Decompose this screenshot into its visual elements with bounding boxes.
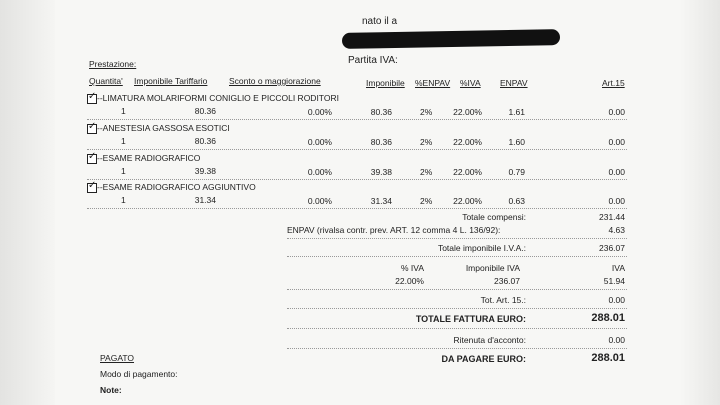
- totale-fattura-label: TOTALE FATTURA EURO:: [415, 314, 526, 324]
- row-divider: [87, 119, 627, 120]
- item-enpav-pct: 2%: [420, 137, 433, 147]
- da-pagare-label: DA PAGARE EURO:: [441, 354, 526, 364]
- item-checkbox[interactable]: [87, 183, 97, 193]
- totale-compensi-label: Totale compensi:: [462, 212, 526, 222]
- totals-divider: [287, 328, 627, 329]
- totals-divider: [287, 289, 627, 290]
- item-name: --LIMATURA MOLARIFORMI CONIGLIO E PICCOLI RODITORI: [97, 93, 339, 103]
- col-perc-iva: %IVA: [460, 78, 481, 88]
- col-enpav: ENPAV: [500, 78, 528, 88]
- pagato-label: PAGATO: [100, 353, 135, 363]
- item-sconto: 0.00%: [307, 167, 332, 177]
- totale-imponibile-label: Totale imponibile I.V.A.:: [437, 243, 526, 253]
- item-art15: 0.00: [608, 167, 625, 177]
- col-sconto: Sconto o maggiorazione: [229, 76, 321, 86]
- item-iva-pct: 22.00%: [453, 167, 482, 177]
- item-checkbox[interactable]: [87, 154, 97, 164]
- item-tariff: 39.38: [194, 166, 216, 176]
- item-sconto: 0.00%: [307, 196, 332, 206]
- totale-fattura-value: 288.01: [591, 312, 625, 324]
- item-imponibile: 31.34: [370, 196, 392, 206]
- tot-art15-value: 0.00: [608, 295, 625, 305]
- item-qty: 1: [121, 166, 126, 176]
- iva-pct-header: % IVA: [401, 263, 424, 273]
- item-qty: 1: [121, 106, 126, 116]
- item-checkbox[interactable]: [87, 94, 97, 104]
- item-enpav-pct: 2%: [420, 167, 433, 177]
- col-quantita: Quantita': [89, 76, 123, 86]
- item-enpav-pct: 2%: [420, 107, 433, 117]
- item-tariff: 80.36: [194, 136, 216, 146]
- item-qty: 1: [121, 195, 126, 205]
- prestazione-label: Prestazione:: [89, 59, 137, 69]
- item-art15: 0.00: [608, 137, 625, 147]
- enpav-rivalsa-value: 4.63: [608, 225, 625, 235]
- page-shadow-right: [680, 0, 720, 405]
- item-enpav: 0.63: [508, 196, 525, 206]
- item-sconto: 0.00%: [307, 107, 332, 117]
- da-pagare-value: 288.01: [591, 352, 625, 364]
- item-enpav: 1.61: [508, 107, 525, 117]
- totale-imponibile-value: 236.07: [599, 243, 625, 253]
- totals-divider: [287, 238, 627, 239]
- col-art15: Art.15: [602, 78, 625, 88]
- col-imponibile-tariffario: Imponibile Tariffario: [134, 76, 208, 86]
- item-sconto: 0.00%: [307, 137, 332, 147]
- item-imponibile: 80.36: [370, 107, 392, 117]
- iva-pct-value: 22.00%: [395, 276, 424, 286]
- iva-value: 51.94: [603, 276, 625, 286]
- item-name: --ESAME RADIOGRAFICO: [97, 153, 201, 163]
- item-checkbox[interactable]: [87, 124, 97, 134]
- item-enpav: 0.79: [508, 167, 525, 177]
- row-divider: [87, 149, 627, 150]
- item-iva-pct: 22.00%: [453, 137, 482, 147]
- item-imponibile: 39.38: [370, 167, 392, 177]
- iva-header: IVA: [611, 263, 625, 273]
- item-tariff: 80.36: [194, 106, 216, 116]
- item-imponibile: 80.36: [370, 137, 392, 147]
- item-enpav-pct: 2%: [420, 196, 433, 206]
- item-name: --ANESTESIA GASSOSA ESOTICI: [97, 123, 230, 133]
- item-name: --ESAME RADIOGRAFICO AGGIUNTIVO: [97, 182, 256, 192]
- nato-il-label: nato il a: [362, 16, 398, 27]
- totale-compensi-value: 231.44: [599, 212, 625, 222]
- enpav-rivalsa-label: ENPAV (rivalsa contr. prev. ART. 12 comma 4 L. 136/92):: [287, 225, 501, 235]
- item-art15: 0.00: [608, 196, 625, 206]
- row-divider: [87, 179, 627, 180]
- note-label: Note:: [100, 385, 122, 395]
- item-qty: 1: [121, 136, 126, 146]
- col-imponibile: Imponibile: [366, 78, 405, 88]
- col-perc-enpav: %ENPAV: [415, 78, 451, 88]
- totals-divider: [287, 308, 627, 309]
- ritenuta-label: Ritenuta d'acconto:: [453, 335, 526, 345]
- totals-divider: [287, 348, 627, 349]
- item-tariff: 31.34: [194, 195, 216, 205]
- tot-art15-label: Tot. Art. 15.:: [480, 295, 526, 305]
- totals-divider: [287, 256, 627, 257]
- imponibile-iva-header: Imponibile IVA: [465, 263, 520, 273]
- row-divider: [87, 208, 627, 209]
- page-shadow-left: [0, 0, 55, 405]
- modo-pagamento-label: Modo di pagamento:: [100, 369, 178, 379]
- item-iva-pct: 22.00%: [453, 196, 482, 206]
- partita-iva-label: Partita IVA:: [348, 55, 398, 66]
- item-iva-pct: 22.00%: [453, 107, 482, 117]
- imponibile-iva-value: 236.07: [494, 276, 520, 286]
- redacted-name: [342, 29, 560, 49]
- item-art15: 0.00: [608, 107, 625, 117]
- ritenuta-value: 0.00: [608, 335, 625, 345]
- item-enpav: 1.60: [508, 137, 525, 147]
